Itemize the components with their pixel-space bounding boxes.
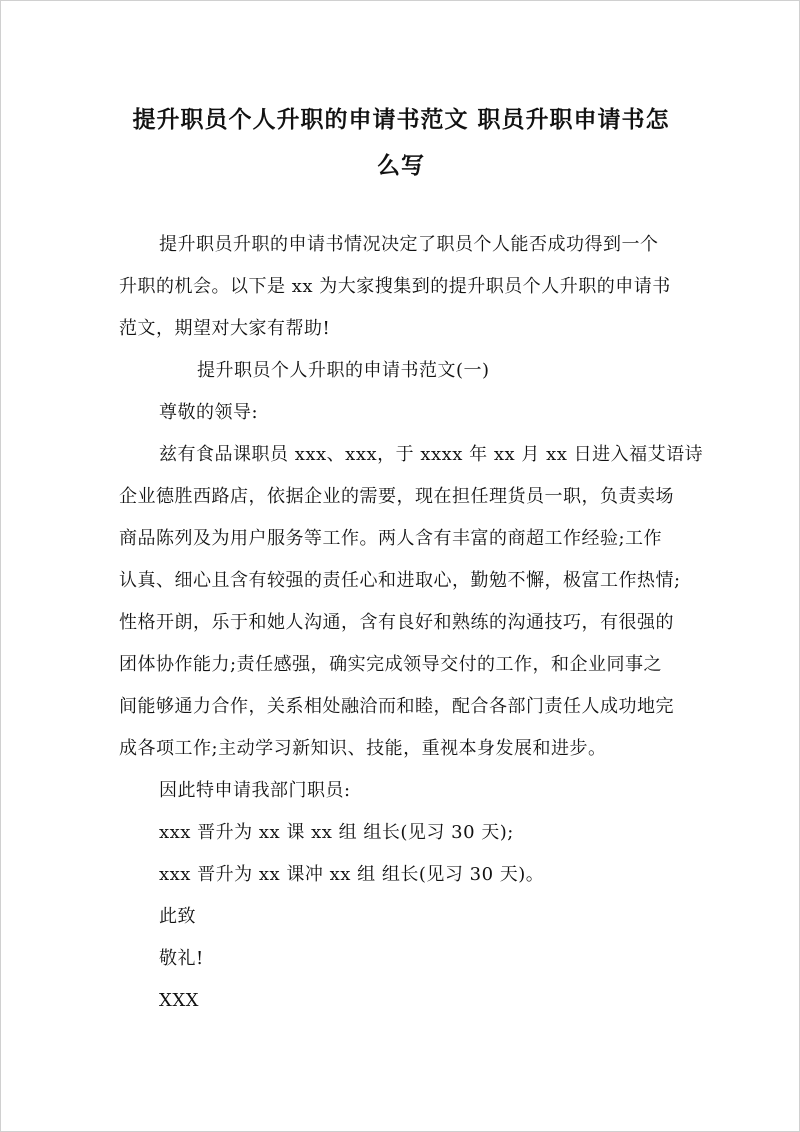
request-item: xxx 晋升为 xx 课冲 xx 组 组长(见习 30 天)。 bbox=[159, 864, 545, 885]
request-item: xxx 晋升为 xx 课 xx 组 组长(见习 30 天); bbox=[159, 822, 514, 843]
body-line: 性格开朗，乐于和她人沟通，含有良好和熟练的沟通技巧，有很强的 bbox=[119, 612, 674, 633]
request-intro: 因此特申请我部门职员: bbox=[159, 780, 351, 801]
intro-line: 提升职员升职的申请书情况决定了职员个人能否成功得到一个 bbox=[159, 234, 659, 255]
closing-line: 敬礼! bbox=[159, 948, 204, 969]
title-line-1: 提升职员个人升职的申请书范文 职员升职申请书怎 bbox=[132, 106, 670, 133]
body-line: 兹有食品课职员 xxx、xxx，于 xxxx 年 xx 月 xx 日进入福艾语诗 bbox=[159, 444, 704, 465]
body-line: 认真、细心且含有较强的责任心和进取心，勤勉不懈，极富工作热情; bbox=[119, 570, 681, 591]
salutation: 尊敬的领导: bbox=[159, 402, 259, 423]
document-title bbox=[111, 97, 691, 189]
intro-line: 升职的机会。以下是 xx 为大家搜集到的提升职员个人升职的申请书 bbox=[119, 276, 671, 297]
body-line: 团体协作能力;责任感强，确实完成领导交付的工作，和企业同事之 bbox=[119, 654, 663, 675]
body-line: 间能够通力合作，关系相处融洽而和睦，配合各部门责任人成功地完 bbox=[119, 696, 674, 717]
body-line: 商品陈列及为用户服务等工作。两人含有丰富的商超工作经验;工作 bbox=[119, 528, 663, 549]
title-line-2: 么写 bbox=[377, 152, 425, 179]
signature: XXX bbox=[159, 990, 199, 1011]
body-line: 企业德胜西路店，依据企业的需要，现在担任理货员一职，负责卖场 bbox=[119, 486, 674, 507]
intro-line: 范文，期望对大家有帮助! bbox=[119, 318, 331, 339]
section-subheading: 提升职员个人升职的申请书范文(一) bbox=[197, 360, 490, 381]
body-line: 成各项工作;主动学习新知识、技能，重视本身发展和进步。 bbox=[119, 738, 607, 759]
closing-line: 此致 bbox=[159, 906, 196, 927]
